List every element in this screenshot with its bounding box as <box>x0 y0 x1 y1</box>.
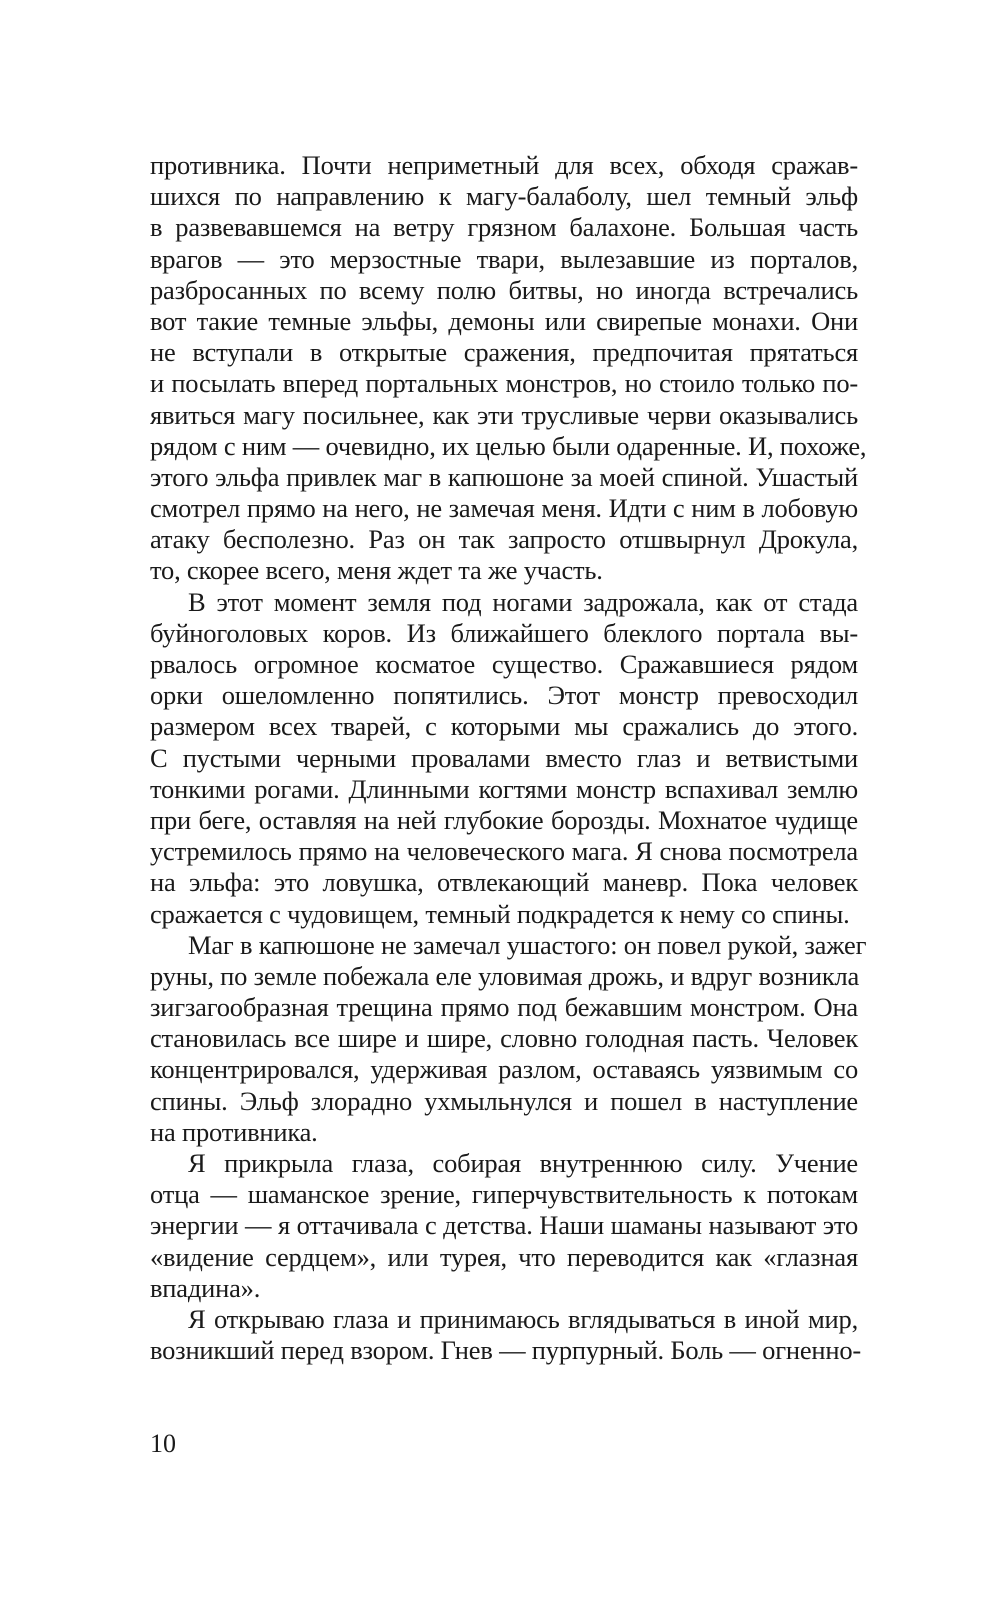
text-line: на эльфа: это ловушка, отвлекающий маневр. Пока человек <box>150 867 858 898</box>
text-line: рвалось огромное косматое существо. Сражавшиеся рядом <box>150 649 858 679</box>
text-line: противника. Почти неприметный для всех, обходя сражав- <box>150 150 858 180</box>
text-line: вот такие темные эльфы, демоны или свирепые монахи. Они <box>150 305 858 336</box>
text-line: в развевавшемся на ветру грязном балахоне. Большая часть <box>150 212 858 243</box>
text-line: устремилось прямо на человеческого мага. Я снова посмотрела <box>150 836 858 867</box>
text-line: Я открываю глаза и принимаюсь вглядываться в иной мир, <box>188 1303 858 1334</box>
text-line: разбросанных по всему полю битвы, но иногда встречались <box>150 274 858 305</box>
text-line: спины. Эльф злорадно ухмыльнулся и пошел в наступление <box>150 1085 858 1116</box>
text-line: не вступали в открытые сражения, предпочитая прятаться <box>150 337 858 368</box>
text-line: явиться магу посильнее, как эти трусливые черви оказывались <box>150 399 858 430</box>
text-line: руны, по земле побежала еле уловимая дрожь, и вдруг возникла <box>150 960 860 991</box>
text-line: на противника. <box>150 1116 318 1147</box>
text-line: атаку бесполезно. Раз он так запросто отшвырнул Дрокула, <box>150 524 858 555</box>
text-line: то, скорее всего, меня ждет та же участь. <box>150 555 603 586</box>
text-line: С пустыми черными провалами вместо глаз и ветвистыми <box>150 742 858 773</box>
text-line: шихся по направлению к магу-балаболу, шел темный эльф <box>150 181 858 212</box>
text-line: смотрел прямо на него, не замечая меня. Идти с ним в лобовую <box>150 493 858 524</box>
text-line: этого эльфа привлек маг в капюшоне за моей спиной. Ушастый <box>150 461 858 492</box>
text-line: впадина». <box>150 1272 261 1303</box>
text-line: врагов — это мерзостные твари, вылезавшие из порталов, <box>150 243 858 274</box>
text-line: становилась все шире и шире, словно голодная пасть. Человек <box>150 1023 858 1054</box>
text-line: отца — шаманское зрение, гиперчувствительность к потокам <box>150 1179 858 1210</box>
text-line: Маг в капюшоне не замечал ушастого: он повел рукой, зажег <box>188 929 867 960</box>
text-line: рядом с ним — очевидно, их целью были одаренные. И, похоже, <box>150 430 867 461</box>
text-line: сражается с чудовищем, темный подкрадется к нему со спины. <box>150 898 850 929</box>
text-line: энергии — я оттачивала с детства. Наши шаманы называют это <box>150 1210 858 1241</box>
text-line: при беге, оставляя на ней глубокие борозды. Мохнатое чудище <box>150 804 858 835</box>
text-line: «видение сердцем», или турея, что переводится как «глазная <box>150 1241 858 1272</box>
text-line: тонкими рогами. Длинными когтями монстр вспахивал землю <box>150 773 858 804</box>
text-line: Я прикрыла глаза, собирая внутреннюю силу. Учение <box>188 1148 858 1178</box>
text-line: зигзагообразная трещина прямо под бежавшим монстром. Она <box>150 992 858 1023</box>
text-line: В этот момент земля под ногами задрожала, как от стада <box>188 586 858 617</box>
text-line: концентрировался, удерживая разлом, оставаясь уязвимым со <box>150 1054 858 1085</box>
text-line: орки ошеломленно попятились. Этот монстр превосходил <box>150 680 858 711</box>
page-number: 10 <box>150 1429 176 1458</box>
body-text <box>150 150 867 1366</box>
text-line: возникший перед взором. Гнев — пурпурный. Боль — огненно- <box>150 1335 862 1366</box>
text-line: размером всех тварей, с которыми мы сражались до этого. <box>150 711 858 742</box>
text-line: и посылать вперед портальных монстров, но стоило только по- <box>150 368 858 399</box>
text-line: буйноголовых коров. Из ближайшего блеклого портала вы- <box>150 617 858 648</box>
